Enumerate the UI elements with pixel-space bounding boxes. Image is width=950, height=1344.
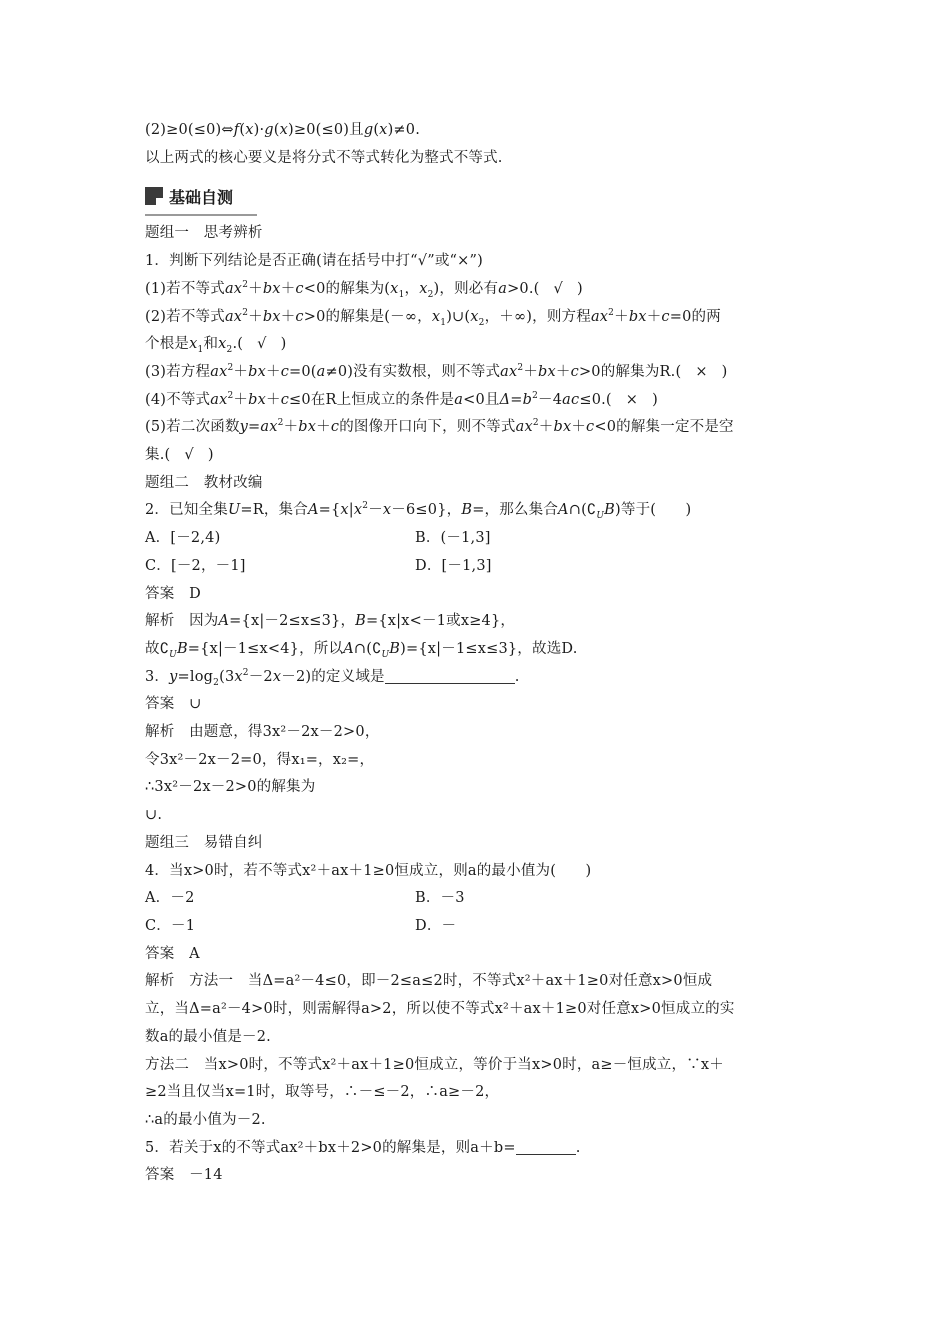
answer: 答案 ∪ <box>145 696 202 713</box>
text-line: 以上两式的核心要义是将分式不等式转化为整式不等式. <box>145 149 503 166</box>
section-header <box>145 178 257 216</box>
answer: 答案 D <box>145 585 201 602</box>
question-2: 2．已知全集U=R，集合$A=\{x|x^2-x-6\le 0\}$，B=，那么集合$A\cap(∁_UB)$等于( ) <box>145 501 692 522</box>
question-3: 3．$y=\log_2(3x^2-2x-2)$的定义域是 . <box>145 667 520 688</box>
options-row <box>145 885 825 913</box>
analysis-cont: 立，当Δ=a²－4>0时，则需解得a>2，所以使不等式x²＋ax＋1≥0对任意x>0恒成立的实 <box>145 1001 735 1018</box>
option-a: A．[－2,4) <box>145 530 221 547</box>
item-5-cont: 集.( √ ) <box>145 447 214 464</box>
question-1: 1．判断下列结论是否正确(请在括号中打“√”或“×”) <box>145 253 483 270</box>
item-4: (4)不等式$ax^2+bx+c\le 0$在R上恒成立的条件是a<0且$\Delta=b^2-4ac\le 0$.( × ) <box>145 390 659 408</box>
question-4: 4．当x>0时，若不等式x²＋ax＋1≥0恒成立，则a的最小值为( ) <box>145 862 592 879</box>
analysis-cont: 方法二 当x>0时，不等式x²＋ax＋1≥0恒成立，等价于当x>0时，a≥－恒成立，∵x＋ <box>145 1056 724 1073</box>
item-3: (3)若方程$ax^2+bx+c=0(a\ne 0)$没有实数根，则不等式$ax^2+bx+c>0$的解集为R.( × ) <box>145 363 728 380</box>
item-1: (1)若不等式$ax^2+bx+c<0$的解集为($x_1$，$x_2$)，则必有a>0.( √ ) <box>145 279 583 300</box>
option-c: C．－1 <box>145 917 196 934</box>
answer: 答案 －14 <box>145 1167 223 1184</box>
options-row <box>145 913 825 941</box>
item-2-cont: 个根是$x_1$和$x_2$.( √ ) <box>145 336 287 356</box>
item-2: (2)若不等式$ax^2+bx+c>0$的解集是(－∞，$x_1)\cup(x_2$，＋∞)，则方程$ax^2+bx+c=0$的两 <box>145 307 721 328</box>
group-title: 题组二 教材改编 <box>145 474 263 491</box>
analysis: 解析 因为A={x|－2≤x≤3}，B={x|x<－1或x≥4}， <box>145 613 516 630</box>
analysis-cont: ≥2当且仅当x=1时，取等号，∴－≤－2，∴a≥－2， <box>145 1084 500 1101</box>
analysis-cont: 故$∁_UB=\{x|-1\le x<4\}$，所以$A\cap(∁_UB)=\{x|-1\le x\le 3\}$，故选D. <box>145 640 578 660</box>
answer-blank <box>516 1138 576 1155</box>
section-title: 基础自测 <box>169 187 234 207</box>
text-line: (2)≥0(≤0)⇔f(x)·g(x)≥0(≤0)且g(x)≠0. <box>145 122 421 138</box>
option-b: B．－3 <box>415 890 465 907</box>
item-5: (5)若二次函数$y=ax^2+bx+c$的图像开口向下，则不等式$ax^2+bx+c<0$的解集一定不是空 <box>145 418 734 436</box>
answer: 答案 A <box>145 945 200 962</box>
answer-blank <box>385 667 515 684</box>
option-b: B．(－1,3] <box>415 530 491 547</box>
option-a: A．－2 <box>145 890 195 907</box>
analysis: 解析 方法一 当Δ=a²－4≤0，即－2≤a≤2时，不等式x²＋ax＋1≥0对任意x>0恒成 <box>145 973 713 990</box>
options-row <box>145 553 825 581</box>
section-square-icon <box>145 187 163 205</box>
group-title: 题组一 思考辨析 <box>145 225 263 242</box>
option-d: D．[－1,3] <box>415 557 492 574</box>
option-d: D．－ <box>415 917 457 934</box>
option-c: C．[－2，－1] <box>145 557 246 574</box>
analysis-cont: ∴a的最小值为－2. <box>145 1111 266 1128</box>
analysis: 解析 由题意，得3x²－2x－2>0， <box>145 724 380 741</box>
analysis-cont: 数a的最小值是－2. <box>145 1028 271 1045</box>
group-title: 题组三 易错自纠 <box>145 834 263 851</box>
analysis-cont: ∪. <box>145 807 163 824</box>
question-5: 5．若关于x的不等式ax²＋bx＋2>0的解集是，则a＋b= . <box>145 1139 581 1156</box>
document-page <box>145 117 825 1190</box>
analysis-cont: ∴3x²－2x－2>0的解集为 <box>145 779 316 796</box>
analysis-cont: 令3x²－2x－2=0，得x₁=，x₂=， <box>145 751 375 768</box>
options-row <box>145 525 825 553</box>
